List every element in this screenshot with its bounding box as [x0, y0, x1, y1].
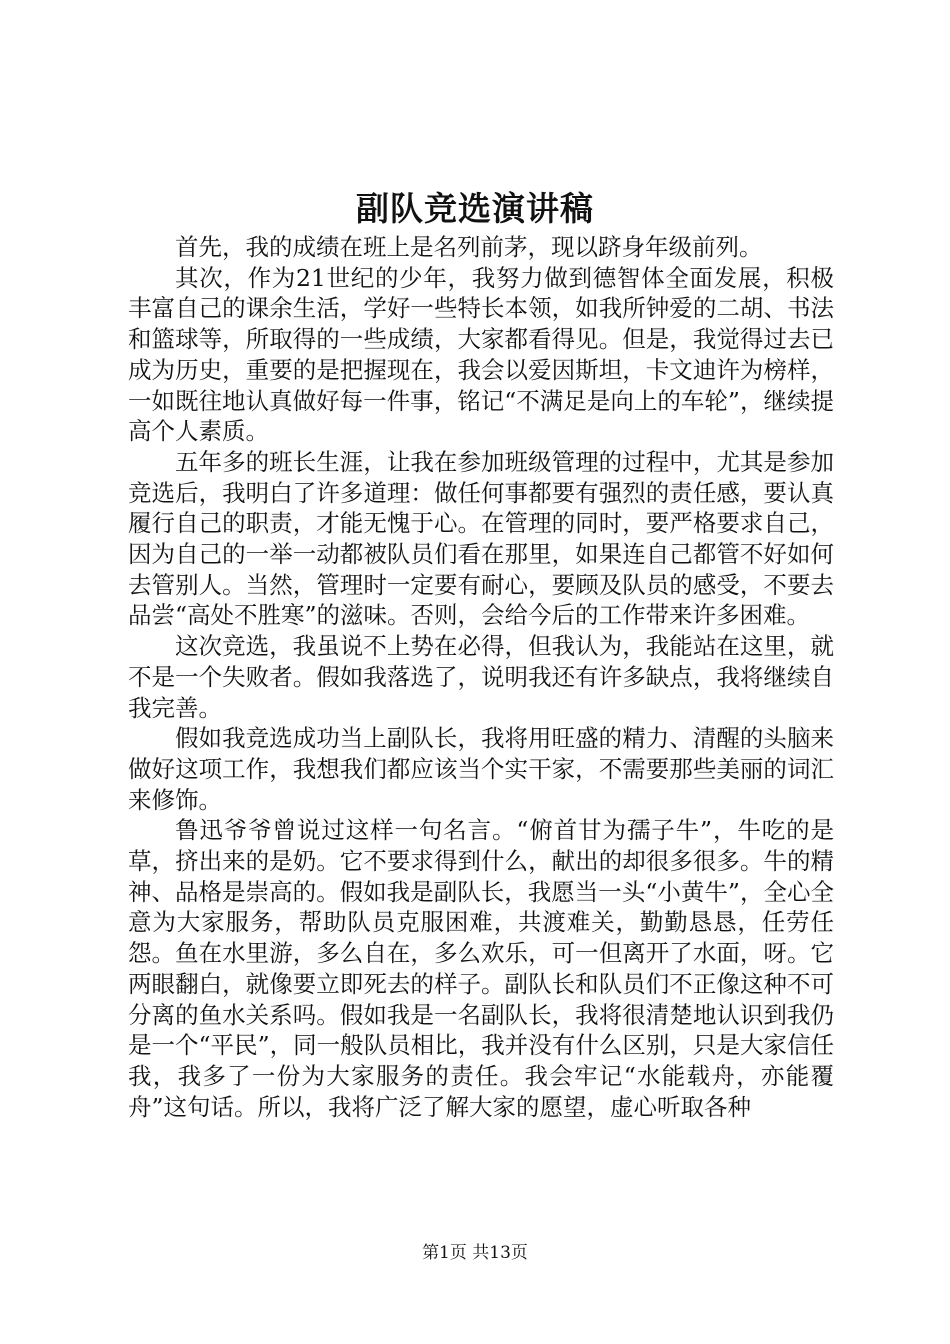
paragraph: 假如我竞选成功当上副队长，我将用旺盛的精力、清醒的头脑来做好这项工作，我想我们都应该当个实干家，不需要那些美丽的词汇来修饰。: [128, 724, 834, 814]
document-body: [128, 232, 834, 1122]
page-number-footer: 第1页 共13页: [422, 1243, 528, 1263]
paragraph: 鲁迅爷爷曾说过这样一句名言。“俯首甘为孺子牛”，牛吃的是草，挤出来的是奶。它不要求得到什么，献出的却很多很多。牛的精神、品格是崇高的。假如我是副队长，我愿当一头“小黄牛”，全心全意为大家服务，帮助队员克服困难，共渡难关，勤勤恳恳，任劳任怨。鱼在水里游，多么自在，多么欢乐，可一但离开了水面，呀。它两眼翻白，就像要立即死去的样子。副队长和队员们不正像这种不可分离的鱼水关系吗。假如我是一名副队长，我将很清楚地认识到我仍是一个“平民”，同一般队员相比，我并没有什么区别，只是大家信任我，我多了一份为大家服务的责任。我会牢记“水能载舟，亦能覆舟”这句话。所以，我将广泛了解大家的愿望，虚心听取各种: [128, 816, 834, 1121]
paragraph: 五年多的班长生涯，让我在参加班级管理的过程中，尤其是参加竞选后，我明白了许多道理：做任何事都要有强烈的责任感，要认真履行自己的职责，才能无愧于心。在管理的同时，要严格要求自己，因为自己的一举一动都被队员们看在那里，如果连自己都管不好如何去管别人。当然，管理时一定要有耐心，要顾及队员的感受，不要去品尝“高处不胜寒”的滋味。否则，会给今后的工作带来许多困难。: [128, 447, 834, 630]
document-title: 副队竞选演讲稿: [356, 189, 594, 228]
paragraph: 首先，我的成绩在班上是名列前茅，现以跻身年级前列。: [175, 233, 763, 261]
paragraph: 其次，作为21世纪的少年，我努力做到德智体全面发展，积极丰富自己的课余生活，学好一些特长本领，如我所钟爱的二胡、书法和篮球等，所取得的一些成绩，大家都看得见。但是，我觉得过去已成为历史，重要的是把握现在，我会以爱因斯坦，卡文迪许为榜样，一如既往地认真做好每一件事，铭记“不满足是向上的车轮”，继续提高个人素质。: [128, 263, 834, 446]
paragraph: 这次竞选，我虽说不上势在必得，但我认为，我能站在这里，就不是一个失败者。假如我落选了，说明我还有许多缺点，我将继续自我完善。: [128, 632, 834, 722]
